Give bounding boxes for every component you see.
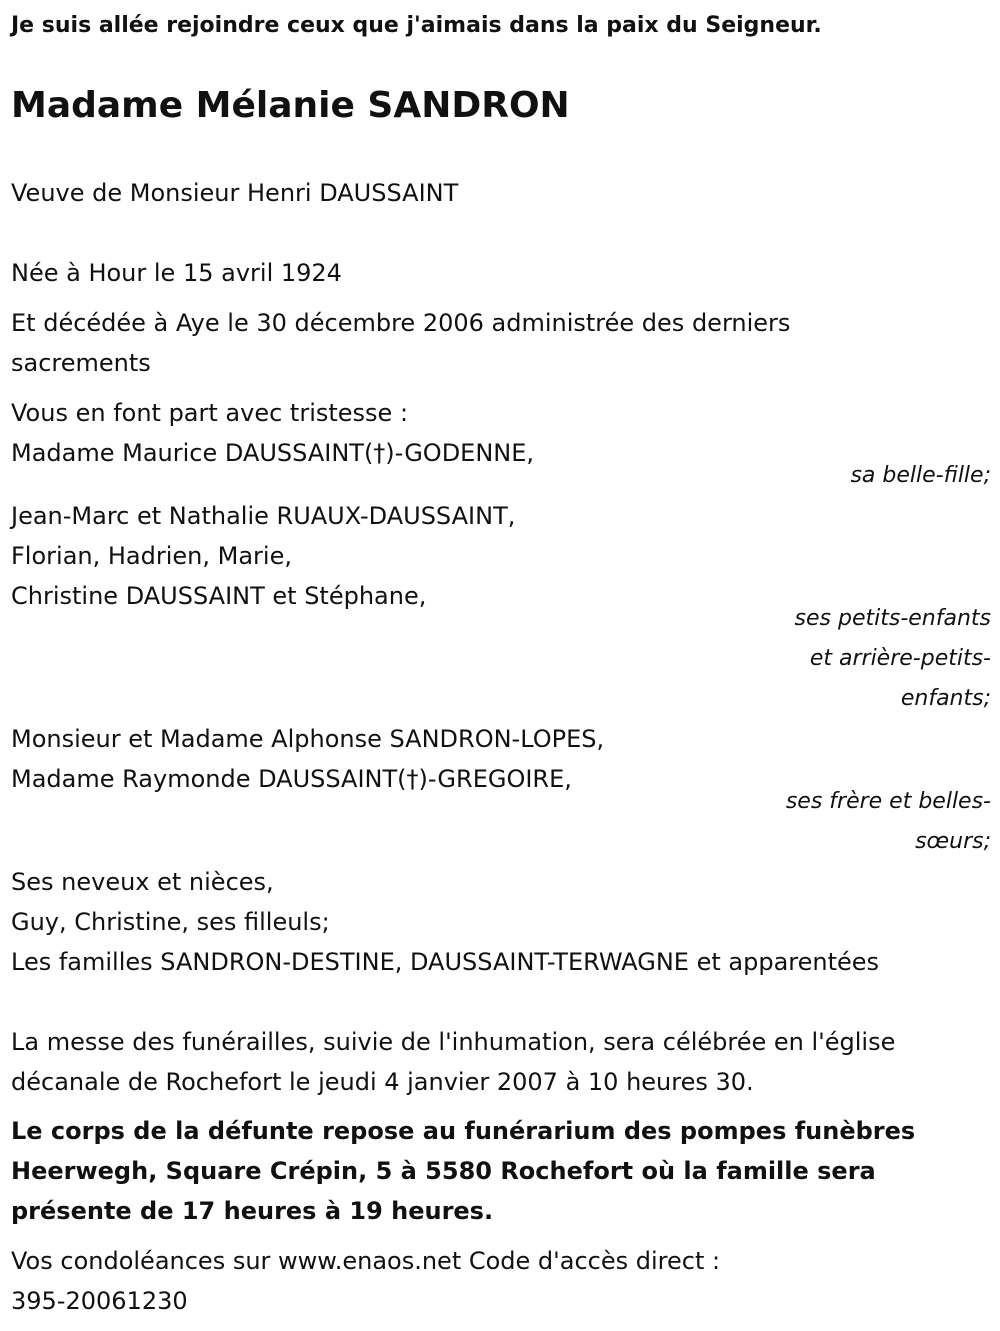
- family-line: Madame Maurice DAUSSAINT(†)-GODENNE,: [11, 439, 535, 467]
- others-line: Ses neveux et nièces,: [11, 868, 274, 896]
- family-line: Christine DAUSSAINT et Stéphane,: [11, 582, 427, 610]
- death-line-1: Et décédée à Aye le 30 décembre 2006 administrée des derniers: [11, 309, 791, 337]
- death-notice: [11, 0, 991, 1331]
- access-code: 395-20061230: [11, 1287, 188, 1315]
- relation-label: sa belle-fille;: [850, 463, 991, 488]
- family-line: Monsieur et Madame Alphonse SANDRON-LOPES,: [11, 725, 605, 753]
- birth-line: Née à Hour le 15 avril 1924: [11, 259, 342, 287]
- family-line: Madame Raymonde DAUSSAINT(†)-GREGOIRE,: [11, 765, 572, 793]
- funerarium-line: présente de 17 heures à 19 heures.: [11, 1197, 494, 1225]
- relation-label: ses frère et belles-: [785, 789, 991, 814]
- family-line: Jean-Marc et Nathalie RUAUX-DAUSSAINT,: [11, 502, 516, 530]
- quote: Je suis allée rejoindre ceux que j'aimais dans la paix du Seigneur.: [11, 13, 822, 38]
- mass-line: décanale de Rochefort le jeudi 4 janvier 2007 à 10 heures 30.: [11, 1068, 754, 1096]
- others-line: Les familles SANDRON-DESTINE, DAUSSAINT-TERWAGNE et apparentées: [11, 948, 880, 976]
- funerarium-line: Le corps de la défunte repose au funérarium des pompes funèbres: [11, 1117, 916, 1145]
- family-line: Florian, Hadrien, Marie,: [11, 542, 292, 570]
- deceased-name: Madame Mélanie SANDRON: [11, 85, 570, 126]
- relation-label: enfants;: [900, 686, 991, 711]
- mass-line: La messe des funérailles, suivie de l'inhumation, sera célébrée en l'église: [11, 1028, 896, 1056]
- announce-line: Vous en font part avec tristesse :: [11, 399, 409, 427]
- others-line: Guy, Christine, ses filleuls;: [11, 908, 330, 936]
- relation-label: et arrière-petits-: [809, 646, 991, 671]
- death-line-2: sacrements: [11, 349, 151, 377]
- widow-of: Veuve de Monsieur Henri DAUSSAINT: [11, 179, 459, 207]
- condolences-line: Vos condoléances sur www.enaos.net Code d'accès direct :: [11, 1247, 721, 1275]
- funerarium-line: Heerwegh, Square Crépin, 5 à 5580 Rochefort où la famille sera: [11, 1157, 876, 1185]
- relation-label: ses petits-enfants: [794, 606, 991, 631]
- relation-label: sœurs;: [915, 829, 991, 854]
